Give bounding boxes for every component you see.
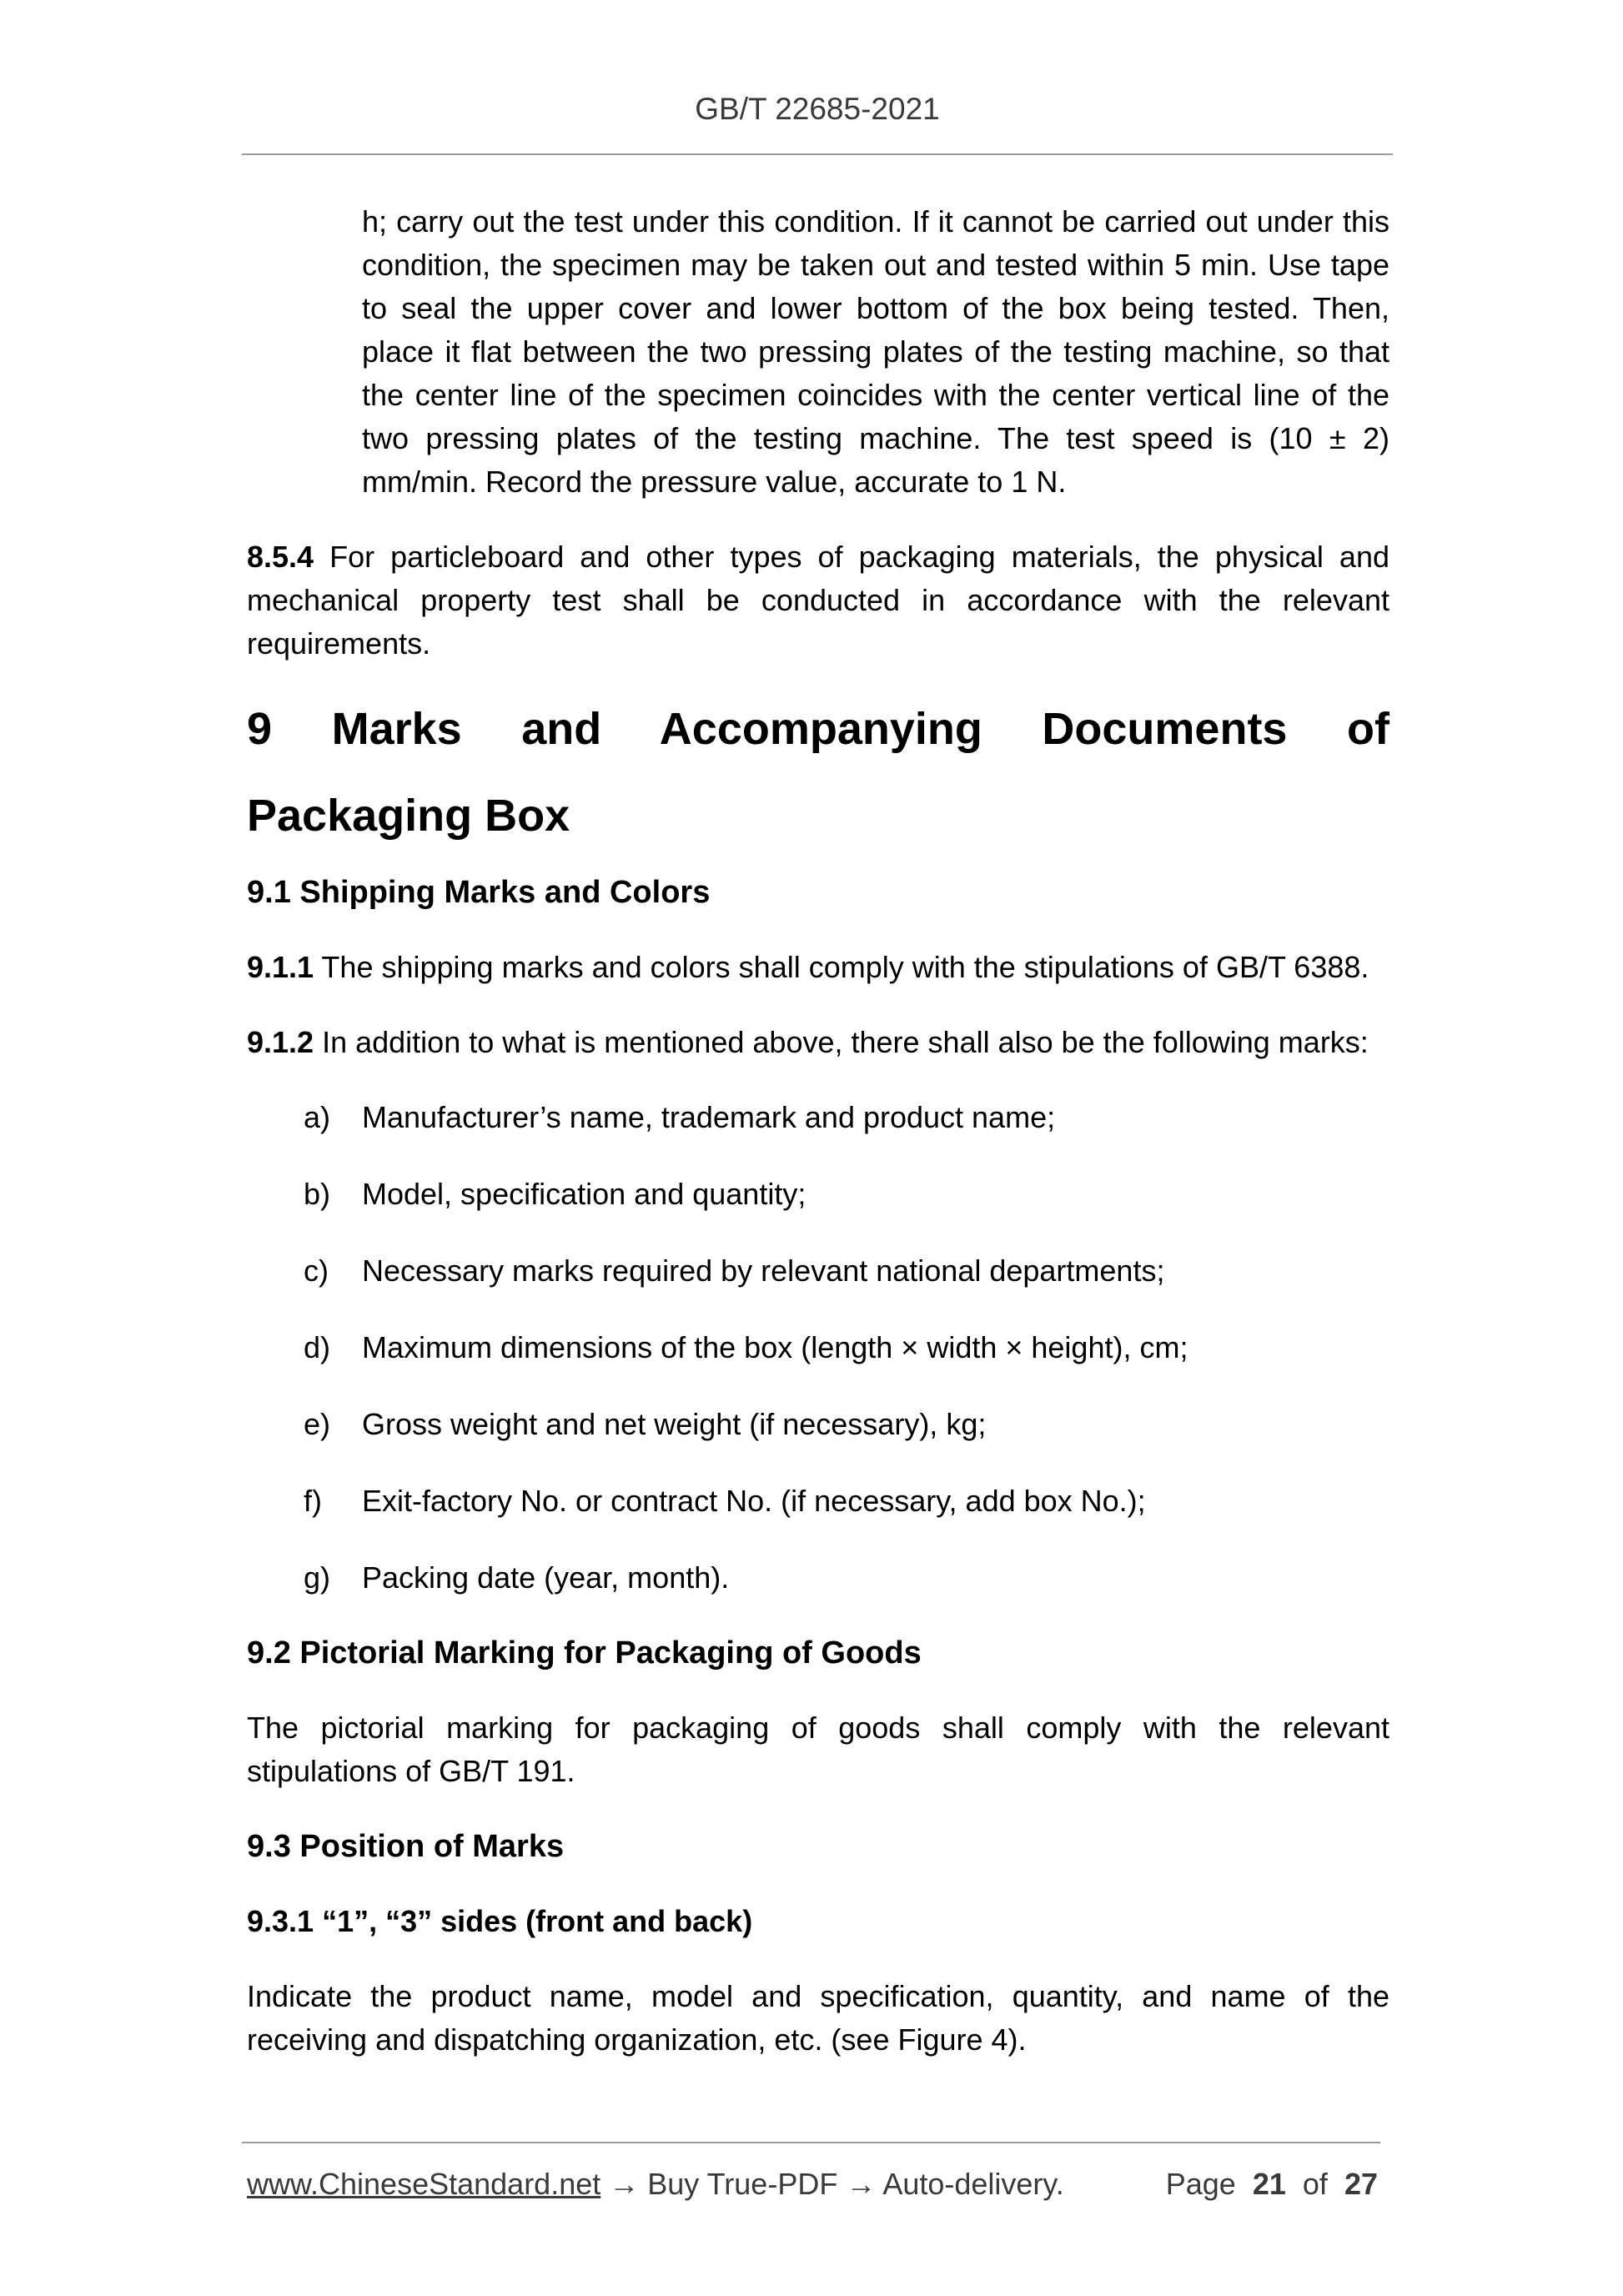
list-marker: c) [304, 1254, 329, 1288]
document-body [247, 200, 1389, 2062]
list-item-text: Packing date (year, month). [362, 1560, 730, 1595]
clause-text: In addition to what is mentioned above, there shall also be the following marks: [314, 1025, 1369, 1059]
footer-tagline: → Buy True-PDF → Auto-delivery. [600, 2167, 1064, 2201]
document-header: GB/T 22685-2021 [695, 92, 940, 126]
list-item [247, 1326, 1389, 1369]
section-9-2-text: The pictorial marking for packaging of goods shall comply with the relevant stipulations of GB/T 191. [247, 1711, 1389, 1788]
list-item [247, 1403, 1389, 1446]
page-current: 21 [1252, 2167, 1286, 2201]
page-indicator [1166, 2167, 1378, 2202]
clause-9-3-1-heading: 9.3.1 “1”, “3” sides (front and back) [247, 1904, 753, 1938]
header-divider [242, 153, 1393, 155]
clause-text: The shipping marks and colors shall comply with the stipulations of GB/T 6388. [314, 950, 1369, 984]
of-label: of [1302, 2167, 1328, 2201]
list-item [247, 1096, 1389, 1139]
clause-9-3-1-text: Indicate the product name, model and specification, quantity, and name of the receiving and dispatching organization, etc. (see Figure 4). [247, 1979, 1389, 2057]
list-marker: b) [304, 1177, 331, 1211]
list-item [247, 1249, 1389, 1293]
list-item-text: Maximum dimensions of the box (length × width × height), cm; [362, 1330, 1188, 1364]
list-item [247, 1556, 1389, 1600]
list-marker: a) [304, 1100, 331, 1134]
clause-text: For particleboard and other types of packaging materials, the physical and mechanical property test shall be conducted in accordance with the relevant requirements. [247, 540, 1389, 661]
list-marker: e) [304, 1407, 331, 1441]
list-item [247, 1173, 1389, 1216]
list-marker: f) [304, 1484, 322, 1518]
list-marker: g) [304, 1560, 331, 1595]
list-marker: d) [304, 1330, 331, 1364]
clause-number: 9.1.2 [247, 1025, 314, 1059]
list-item-text: Necessary marks required by relevant national departments; [362, 1254, 1165, 1288]
list-item [247, 1480, 1389, 1523]
page-total: 27 [1344, 2167, 1378, 2201]
list-item-text: Exit-factory No. or contract No. (if necessary, add box No.); [362, 1484, 1146, 1518]
section-9-3-heading: 9.3 Position of Marks [247, 1829, 565, 1864]
footer-divider [242, 2142, 1380, 2143]
section-9-2-heading: 9.2 Pictorial Marking for Packaging of Goods [247, 1635, 922, 1671]
page-label: Page [1165, 2167, 1236, 2201]
list-item-text: Gross weight and net weight (if necessary), kg; [362, 1407, 987, 1441]
footer-promo [247, 2167, 1064, 2202]
clause-8-5-4 [247, 535, 1389, 666]
clause-number: 8.5.4 [247, 540, 314, 574]
list-item-text: Manufacturer’s name, trademark and product name; [362, 1100, 1056, 1134]
list-item-text: Model, specification and quantity; [362, 1177, 806, 1211]
continued-paragraph: h; carry out the test under this condition. If it cannot be carried out under this condition, the specimen may be taken out and tested within 5 min. Use tape to seal the upper cover and lower bottom of the box being tested. Then, place it flat between the two pressing plates of the testing machine, so that the center line of the specimen coincides with the center vertical line of the two pressing plates of the testing machine. The test speed is (10 ± 2) mm/min. Record the pressure value, accurate to 1 N. [362, 204, 1389, 499]
website-link[interactable]: www.ChineseStandard.net [247, 2167, 601, 2201]
section-9-heading: 9 Marks and Accompanying Documents of Packaging Box [247, 704, 1389, 841]
clause-9-1-1 [247, 946, 1389, 989]
clause-number: 9.1.1 [247, 950, 314, 984]
document-footer [247, 2167, 1378, 2202]
marks-list [247, 1096, 1389, 1600]
clause-9-1-2 [247, 1021, 1389, 1064]
section-9-1-heading: 9.1 Shipping Marks and Colors [247, 875, 711, 910]
